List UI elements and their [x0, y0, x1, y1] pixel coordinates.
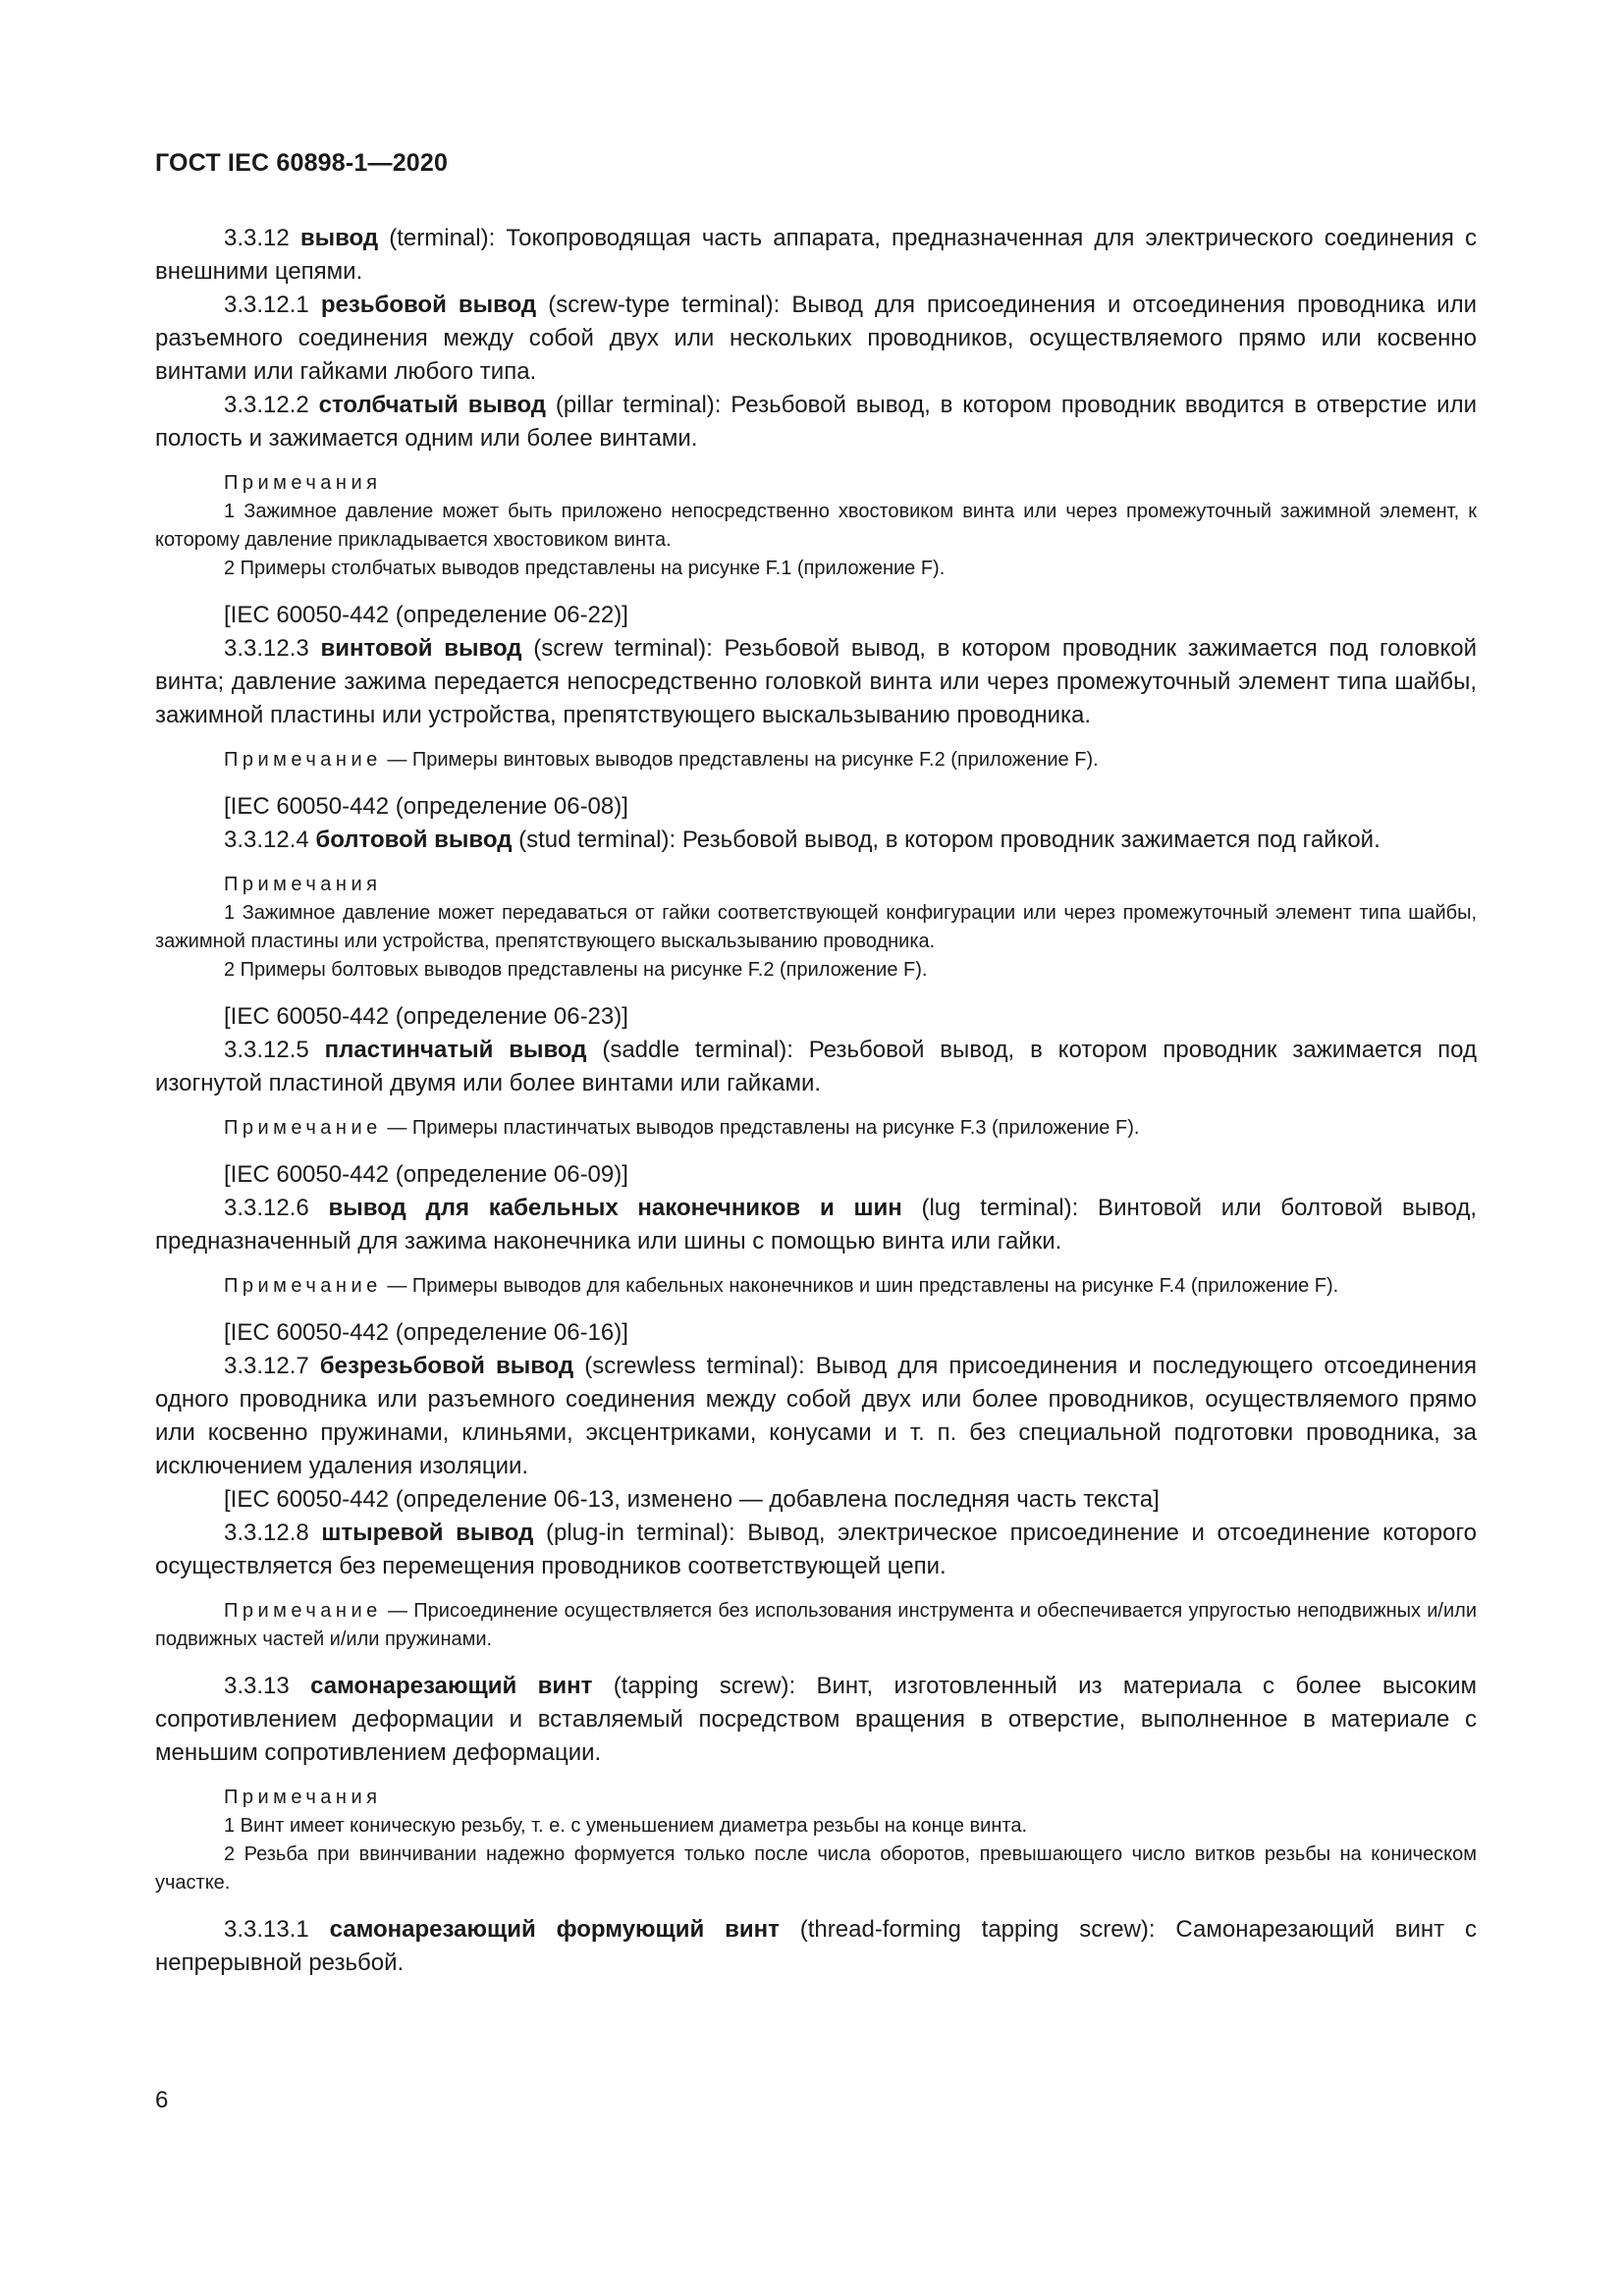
note-block: [155, 1784, 1477, 1897]
note-item: 1 Зажимное давление может быть приложено непосредственно хвостовиком винта или через промежуточный зажимной элемент, к которому давление прикладывается хвостовиком винта.: [155, 501, 1477, 551]
clause-text: (screw terminal): Резьбовой вывод, в котором проводник зажимается под головкой винта; давление зажима передается непосредственно головкой винта или через промежуточный элемент типа шайбы, зажимной пластины или устройства, препятствующего выскальзыванию проводника.: [155, 635, 1477, 728]
clause-3-3-12-6: [155, 1192, 1477, 1258]
source-reference: [IEC 60050-442 (определение 06-22)]: [224, 602, 628, 628]
clause-text: (lug terminal): Винтовой или болтовой вывод, предназначенный для зажима наконечника или шины с помощью винта или гайки.: [155, 1195, 1477, 1255]
clause-term: столбчатый вывод: [318, 392, 547, 418]
clause-3-3-12-4: [155, 824, 1477, 857]
clause-text: (screw-type terminal): Вывод для присоединения и отсоединения проводника или разъемного соединения между собой двух или нескольких проводников, осуществляемого прямо или косвенно винтами или гайками любого типа.: [155, 292, 1478, 385]
clause-term: самонарезающий винт: [310, 1673, 593, 1699]
note-dash: —: [381, 1600, 414, 1622]
source-reference: [IEC 60050-442 (определение 06-23)]: [224, 1003, 628, 1030]
note-block: [155, 1114, 1477, 1143]
clause-3-3-12: [155, 222, 1477, 289]
note-heading: Примечания: [224, 472, 382, 494]
note-item: 2 Примеры столбчатых выводов представлены на рисунке F.1 (приложение F).: [224, 558, 946, 579]
clause-number: 3.3.12.6: [224, 1195, 309, 1221]
note-item: 2 Резьба при ввинчивании надежно формуется только после числа оборотов, превышающего число витков резьбы на коническом участке.: [155, 1843, 1477, 1894]
clause-number: 3.3.12.1: [224, 292, 309, 318]
note-block: [155, 871, 1477, 985]
source-reference: [IEC 60050-442 (определение 06-16)]: [224, 1319, 628, 1346]
note-text: Примеры выводов для кабельных наконечников и шин представлены на рисунке F.4 (приложение F).: [411, 1275, 1339, 1297]
note-item: 2 Примеры болтовых выводов представлены на рисунке F.2 (приложение F).: [224, 959, 928, 981]
clause-term: болтовой вывод: [315, 827, 513, 853]
clause-text: (tapping screw): Винт, изготовленный из материала с более высоким сопротивлением деформации и вставляемый посредством вращения в отверстие, выполненное в материале с меньшим сопротивлением деформации.: [155, 1673, 1478, 1766]
note-heading: Примечание: [224, 1117, 382, 1139]
document-header: ГОСТ IEC 60898-1—2020: [155, 149, 449, 177]
clause-3-3-12-2: [155, 389, 1477, 455]
clause-term: безрезьбовой вывод: [319, 1353, 574, 1379]
note-block: [155, 469, 1477, 583]
document-body: [155, 222, 1477, 1980]
note-item: 1 Зажимное давление может передаваться от гайки соответствующей конфигурации или через промежуточный элемент типа шайбы, зажимной пластины или устройства, препятствующего выскальзыванию проводника.: [155, 902, 1477, 952]
note-block: [155, 746, 1477, 774]
clause-text: (thread-forming tapping screw): Самонарезающий винт с непрерывной резьбой.: [155, 1916, 1477, 1976]
note-dash: —: [381, 749, 412, 771]
clause-3-3-12-1: [155, 289, 1477, 389]
clause-term: самонарезающий формующий винт: [329, 1916, 780, 1943]
clause-3-3-12-7: [155, 1350, 1477, 1483]
clause-text: (plug-in terminal): Вывод, электрическое присоединение и отсоединение которого осуществляется без перемещения проводников соответствующей цепи.: [155, 1520, 1478, 1579]
note-block: [155, 1272, 1477, 1301]
note-heading: Примечания: [224, 874, 382, 895]
clause-3-3-13: [155, 1670, 1477, 1770]
clause-number: 3.3.12.2: [224, 392, 309, 418]
clause-number: 3.3.12.8: [224, 1520, 309, 1546]
note-dash: —: [381, 1117, 412, 1139]
note-dash: —: [381, 1275, 412, 1297]
clause-term: вывод: [299, 225, 379, 251]
clause-number: 3.3.12.5: [224, 1037, 309, 1063]
note-heading: Примечания: [224, 1787, 382, 1808]
note-text: Примеры винтовых выводов представлены на рисунке F.2 (приложение F).: [411, 749, 1099, 771]
note-heading: Примечание: [224, 749, 382, 771]
clause-text: (screwless terminal): Вывод для присоединения и последующего отсоединения одного проводника или разъемного соединения между собой двух или более проводников, осуществляемого прямо или косвенно пружинами, клиньями, эксцентриками, конусами и т. п. без специальной подготовки проводника, за исключением удаления изоляции.: [155, 1353, 1477, 1479]
clause-number: 3.3.13: [224, 1673, 290, 1699]
clause-number: 3.3.12.7: [224, 1353, 309, 1379]
note-text: Примеры пластинчатых выводов представлены на рисунке F.3 (приложение F).: [411, 1117, 1140, 1139]
clause-3-3-12-8: [155, 1517, 1477, 1583]
clause-number: 3.3.13.1: [224, 1916, 309, 1943]
note-item: 1 Винт имеет коническую резьбу, т. е. с уменьшением диаметра резьбы на конце винта.: [224, 1815, 1028, 1837]
note-text: Присоединение осуществляется без использования инструмента и обеспечивается упругостью неподвижных и/или подвижных частей и/или пружинами.: [155, 1600, 1477, 1650]
clause-term: резьбовой вывод: [320, 292, 537, 318]
clause-term: штыревой вывод: [321, 1520, 534, 1546]
clause-number: 3.3.12.3: [224, 635, 309, 662]
clause-number: 3.3.12.4: [224, 827, 309, 853]
clause-text: (saddle terminal): Резьбовой вывод, в котором проводник зажимается под изогнутой пластиной двумя или более винтами или гайками.: [155, 1037, 1477, 1096]
source-reference: [IEC 60050-442 (определение 06-13, изменено — добавлена последняя часть текста]: [224, 1486, 1160, 1513]
source-reference: [IEC 60050-442 (определение 06-09)]: [224, 1161, 628, 1188]
clause-number: 3.3.12: [224, 225, 290, 251]
clause-3-3-12-3: [155, 632, 1477, 732]
clause-3-3-13-1: [155, 1913, 1477, 1980]
page-number: 6: [155, 2087, 169, 2113]
note-block: [155, 1597, 1477, 1654]
clause-term: пластинчатый вывод: [324, 1037, 587, 1063]
clause-text: (pillar terminal): Резьбовой вывод, в котором проводник вводится в отверстие или полость и зажимается одним или более винтами.: [155, 392, 1477, 452]
clause-text: (stud terminal): Резьбовой вывод, в котором проводник зажимается под гайкой.: [512, 827, 1380, 853]
note-heading: Примечание: [224, 1600, 382, 1622]
note-heading: Примечание: [224, 1275, 382, 1297]
clause-3-3-12-5: [155, 1034, 1477, 1100]
source-reference: [IEC 60050-442 (определение 06-08)]: [224, 793, 628, 820]
clause-term: винтовой вывод: [320, 635, 522, 662]
clause-text: (terminal): Токопроводящая часть аппарата, предназначенная для электрического соединения с внешними цепями.: [155, 225, 1477, 285]
clause-term: вывод для кабельных наконечников и шин: [328, 1195, 902, 1221]
